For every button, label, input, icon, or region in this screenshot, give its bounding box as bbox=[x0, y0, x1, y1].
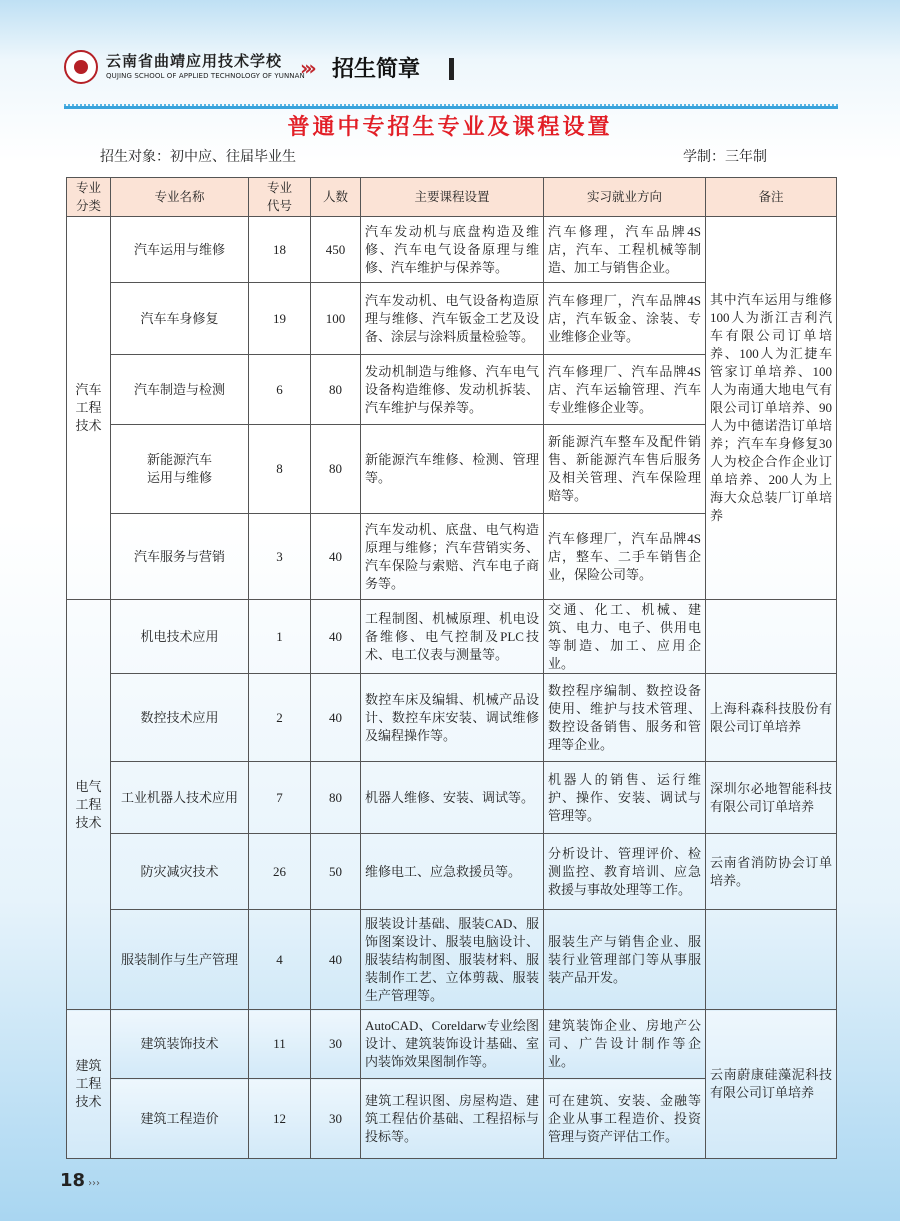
major-code: 8 bbox=[249, 425, 311, 514]
arrows-icon: ››› bbox=[300, 56, 313, 80]
table-row bbox=[67, 217, 837, 283]
major-code: 3 bbox=[249, 514, 311, 600]
major-code: 12 bbox=[249, 1079, 311, 1159]
program-table bbox=[66, 177, 837, 1159]
career-direction: 数控程序编制、数控设备使用、维护与技术管理、数控设备销售、服务和管理等企业。 bbox=[544, 674, 706, 762]
career-direction: 汽车修理厂，汽车品牌4S店，整车、二手车销售企业，保险公司等。 bbox=[544, 514, 706, 600]
notes-cell: 其中汽车运用与维修100人为浙江吉利汽车有限公司订单培养、100人为汇捷车管家订单培养、100人为南通大地电气有限公司订单培养、90人为中德诺浩订单培养；汽车车身修复30人为校企合作企业订单培养、200人为上海大众总装厂订单培养 bbox=[706, 217, 837, 600]
major-code: 1 bbox=[249, 600, 311, 674]
table-row bbox=[67, 762, 837, 834]
main-courses: 服装设计基础、服装CAD、服饰图案设计、服装电脑设计、服装结构制图、服装材料、服装制作工艺、立体剪裁、服装生产管理等。 bbox=[361, 910, 544, 1010]
enrollment-count: 80 bbox=[311, 762, 361, 834]
col-code-header: 专业 代号 bbox=[249, 178, 311, 217]
table-row bbox=[67, 600, 837, 674]
table-header-row bbox=[67, 178, 837, 217]
col-jobs-header: 实习就业方向 bbox=[544, 178, 706, 217]
major-name: 工业机器人技术应用 bbox=[111, 762, 249, 834]
category-cell: 汽车 工程 技术 bbox=[67, 217, 111, 600]
career-direction: 汽车修理厂，汽车品牌4S店，汽车钣金、涂装、专业维修企业等。 bbox=[544, 283, 706, 355]
header-rule bbox=[64, 104, 838, 109]
major-name: 汽车制造与检测 bbox=[111, 355, 249, 425]
table-row bbox=[67, 910, 837, 1010]
school-name-en: QUJING SCHOOL OF APPLIED TECHNOLOGY OF YUNNAN bbox=[106, 72, 305, 80]
enrollment-count: 40 bbox=[311, 514, 361, 600]
notes-cell: 云南蔚康硅藻泥科技有限公司订单培养 bbox=[706, 1010, 837, 1159]
table-row bbox=[67, 1010, 837, 1079]
main-courses: 汽车发动机、电气设备构造原理与维修、汽车钣金工艺及设备、涂层与涂料质量检验等。 bbox=[361, 283, 544, 355]
enrollment-target: 招生对象：初中应、往届毕业生 bbox=[100, 149, 296, 165]
col-notes-header: 备注 bbox=[706, 178, 837, 217]
career-direction: 可在建筑、安装、金融等企业从事工程造价、投资管理与资产评估工作。 bbox=[544, 1079, 706, 1159]
page-number-value: 18 bbox=[60, 1170, 86, 1191]
col-count-header: 人数 bbox=[311, 178, 361, 217]
enrollment-count: 80 bbox=[311, 425, 361, 514]
main-courses: 机器人维修、安装、调试等。 bbox=[361, 762, 544, 834]
major-code: 2 bbox=[249, 674, 311, 762]
enrollment-count: 40 bbox=[311, 910, 361, 1010]
major-name: 数控技术应用 bbox=[111, 674, 249, 762]
enrollment-count: 80 bbox=[311, 355, 361, 425]
main-courses: 维修电工、应急救援员等。 bbox=[361, 834, 544, 910]
main-courses: 建筑工程识图、房屋构造、建筑工程估价基础、工程招标与投标等。 bbox=[361, 1079, 544, 1159]
major-name: 汽车车身修复 bbox=[111, 283, 249, 355]
page-title: 普通中专招生专业及课程设置 bbox=[287, 114, 613, 140]
career-direction: 分析设计、管理评价、检测监控、教育培训、应急救援与事故处理等工作。 bbox=[544, 834, 706, 910]
career-direction: 汽车修理，汽车品牌4S店，汽车、工程机械等制造、加工与销售企业。 bbox=[544, 217, 706, 283]
enrollment-count: 40 bbox=[311, 674, 361, 762]
career-direction: 新能源汽车整车及配件销售、新能源汽车售后服务及相关管理、汽车保险理赔等。 bbox=[544, 425, 706, 514]
col-category-header: 专业 分类 bbox=[67, 178, 111, 217]
career-direction: 机器人的销售、运行维护、操作、安装、调试与管理等。 bbox=[544, 762, 706, 834]
col-courses-header: 主要课程设置 bbox=[361, 178, 544, 217]
career-direction: 交通、化工、机械、建筑、电力、电子、供用电等制造、加工、应用企业。 bbox=[544, 600, 706, 674]
major-name: 建筑工程造价 bbox=[111, 1079, 249, 1159]
category-cell: 电气 工程 技术 bbox=[67, 600, 111, 1010]
notes-cell: 云南省消防协会订单培养。 bbox=[706, 834, 837, 910]
page-arrows-icon: ››› bbox=[88, 1178, 101, 1189]
major-code: 7 bbox=[249, 762, 311, 834]
major-name: 机电技术应用 bbox=[111, 600, 249, 674]
page-header bbox=[64, 46, 838, 108]
school-name-cn: 云南省曲靖应用技术学校 bbox=[106, 52, 283, 70]
main-courses: AutoCAD、Coreldarw专业绘图设计、建筑装饰设计基础、室内装饰效果图制作等。 bbox=[361, 1010, 544, 1079]
section-title: 招生简章 bbox=[332, 57, 421, 82]
enrollment-count: 450 bbox=[311, 217, 361, 283]
table-row bbox=[67, 674, 837, 762]
enrollment-count: 50 bbox=[311, 834, 361, 910]
table-row bbox=[67, 834, 837, 910]
notes-cell: 深圳尔必地智能科技有限公司订单培养 bbox=[706, 762, 837, 834]
school-logo-icon bbox=[64, 50, 98, 84]
enrollment-count: 30 bbox=[311, 1010, 361, 1079]
main-courses: 汽车发动机与底盘构造及维修、汽车电气设备原理与维修、汽车维护与保养等。 bbox=[361, 217, 544, 283]
enrollment-count: 30 bbox=[311, 1079, 361, 1159]
major-name: 汽车服务与营销 bbox=[111, 514, 249, 600]
major-name: 服装制作与生产管理 bbox=[111, 910, 249, 1010]
main-courses: 工程制图、机械原理、机电设备维修、电气控制及PLC技术、电工仪表与测量等。 bbox=[361, 600, 544, 674]
major-name: 建筑装饰技术 bbox=[111, 1010, 249, 1079]
career-direction: 汽车修理厂、汽车品牌4S店、汽车运输管理、汽车专业维修企业等。 bbox=[544, 355, 706, 425]
col-major-header: 专业名称 bbox=[111, 178, 249, 217]
major-code: 26 bbox=[249, 834, 311, 910]
main-courses: 发动机制造与维修、汽车电气设备构造维修、发动机拆装、汽车维护与保养等。 bbox=[361, 355, 544, 425]
major-code: 19 bbox=[249, 283, 311, 355]
notes-cell bbox=[706, 910, 837, 1010]
enrollment-count: 40 bbox=[311, 600, 361, 674]
major-name: 防灾减灾技术 bbox=[111, 834, 249, 910]
notes-cell: 上海科森科技股份有限公司订单培养 bbox=[706, 674, 837, 762]
main-courses: 新能源汽车维修、检测、管理等。 bbox=[361, 425, 544, 514]
divider-bar bbox=[449, 58, 454, 80]
study-duration: 学制：三年制 bbox=[683, 149, 767, 165]
enrollment-count: 100 bbox=[311, 283, 361, 355]
notes-cell bbox=[706, 600, 837, 674]
major-name: 汽车运用与维修 bbox=[111, 217, 249, 283]
career-direction: 服装生产与销售企业、服装行业管理部门等从事服装产品开发。 bbox=[544, 910, 706, 1010]
major-name: 新能源汽车 运用与维修 bbox=[111, 425, 249, 514]
major-code: 11 bbox=[249, 1010, 311, 1079]
career-direction: 建筑装饰企业、房地产公司、广告设计制作等企业。 bbox=[544, 1010, 706, 1079]
page-number bbox=[60, 1170, 100, 1191]
major-code: 4 bbox=[249, 910, 311, 1010]
category-cell: 建筑 工程 技术 bbox=[67, 1010, 111, 1159]
main-courses: 数控车床及编辑、机械产品设计、数控车床安装、调试维修及编程操作等。 bbox=[361, 674, 544, 762]
major-code: 6 bbox=[249, 355, 311, 425]
major-code: 18 bbox=[249, 217, 311, 283]
main-courses: 汽车发动机、底盘、电气构造原理与维修；汽车营销实务、汽车保险与索赔、汽车电子商务等。 bbox=[361, 514, 544, 600]
